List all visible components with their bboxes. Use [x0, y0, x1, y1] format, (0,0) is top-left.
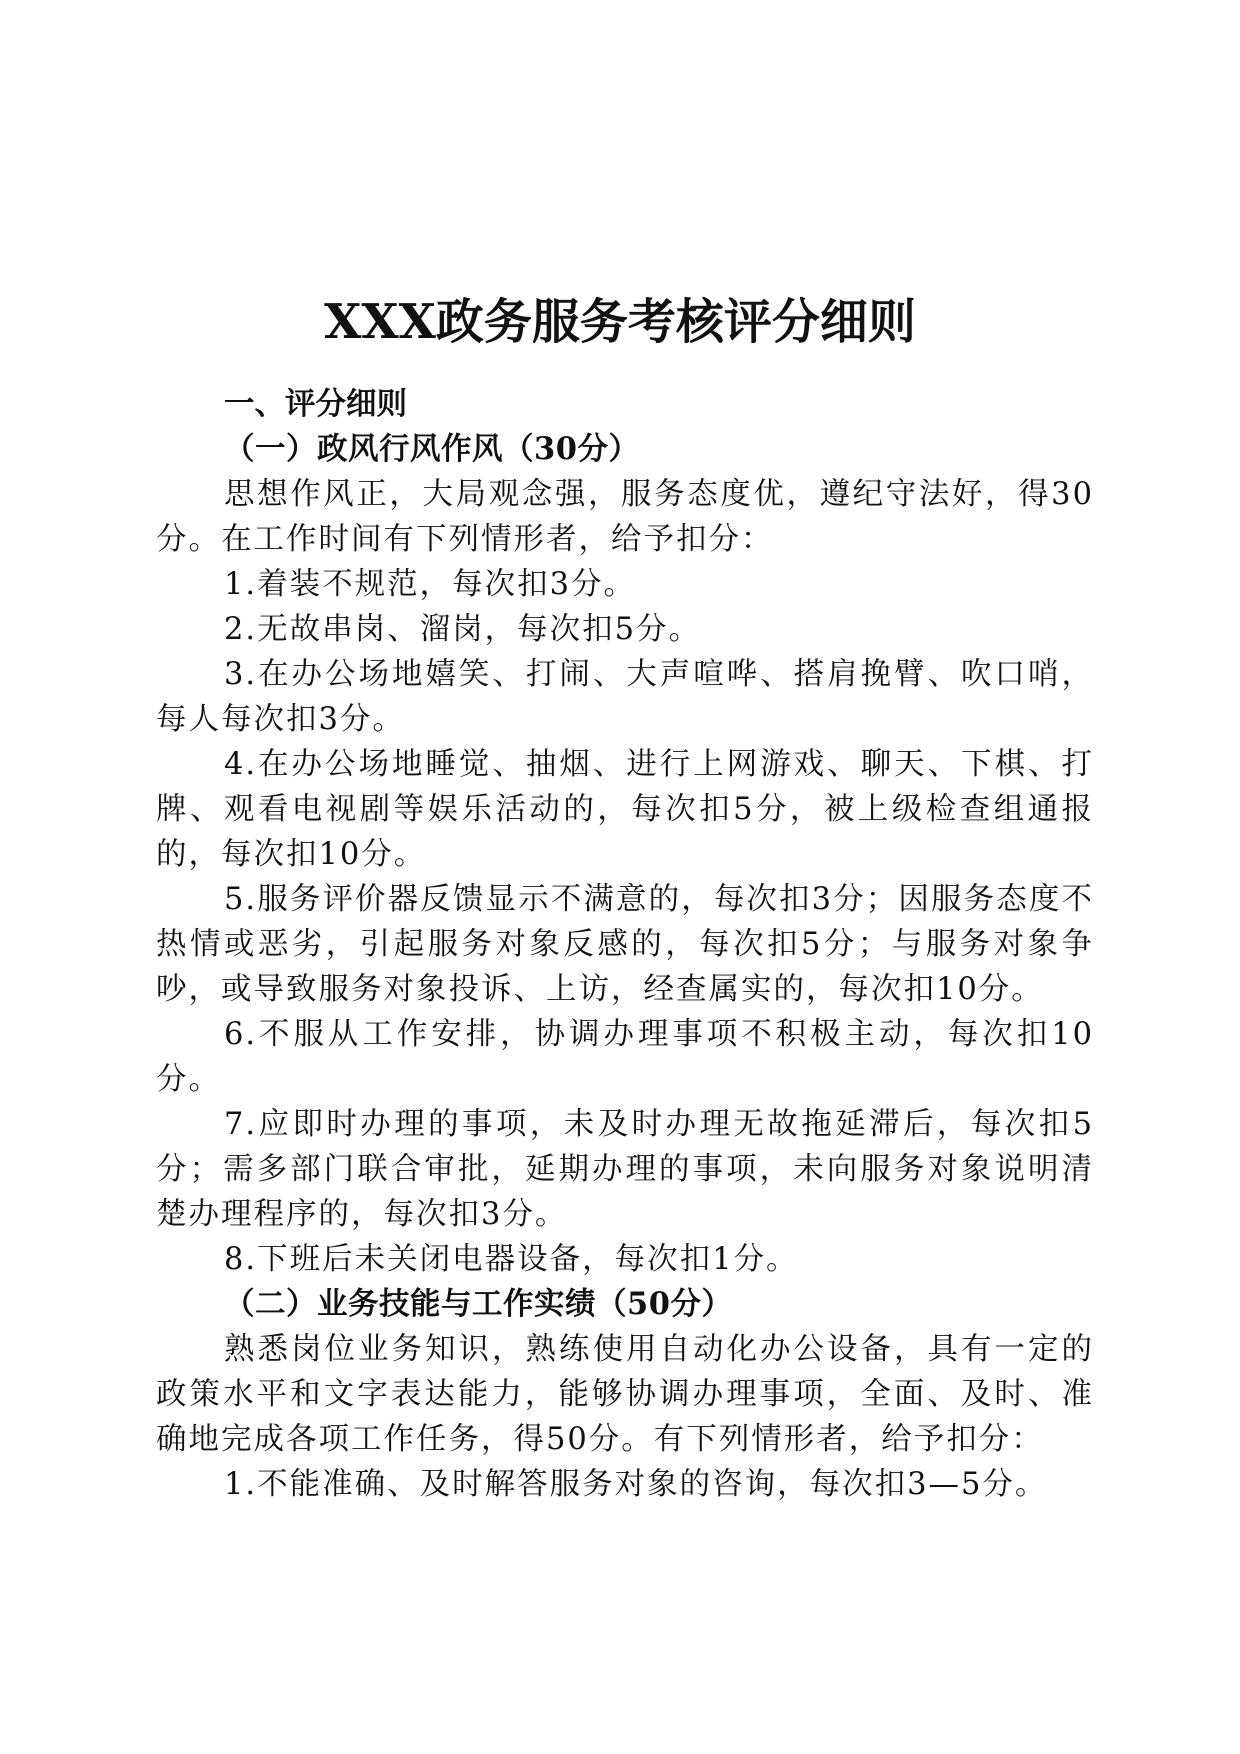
subsection-1-item-3: 3.在办公场地嬉笑、打闹、大声喧哗、搭肩挽臂、吹口哨，每人每次扣3分。	[156, 657, 1094, 737]
subsection-2-heading: （二）业务技能与工作实绩（50分）	[224, 1286, 733, 1322]
subsection-2-item-1: 1.不能准确、及时解答服务对象的咨询，每次扣3—5分。	[224, 1467, 1048, 1502]
subsection-1-item-5: 5.服务评价器反馈显示不满意的，每次扣3分；因服务态度不热情或恶劣，引起服务对象反感的，每次扣5分；与服务对象争吵，或导致服务对象投诉、上访，经查属实的，每次扣10分。	[156, 882, 1094, 1007]
document-title: XXX政务服务考核评分细则	[324, 294, 916, 351]
subsection-1-item-7: 7.应即时办理的事项，未及时办理无故拖延滞后，每次扣5分；需多部门联合审批，延期办理的事项，未向服务对象说明清楚办理程序的，每次扣3分。	[156, 1107, 1094, 1232]
subsection-1-intro: 思想作风正，大局观念强，服务态度优，遵纪守法好，得30分。在工作时间有下列情形者，给予扣分：	[156, 477, 1094, 557]
section-heading: 一、评分细则	[224, 386, 407, 422]
subsection-2-intro: 熟悉岗位业务知识，熟练使用自动化办公设备，具有一定的政策水平和文字表达能力，能够协调办理事项，全面、及时、准确地完成各项工作任务，得50分。有下列情形者，给予扣分：	[156, 1332, 1094, 1457]
subsection-1-item-2: 2.无故串岗、溜岗，每次扣5分。	[224, 612, 702, 647]
subsection-1-item-6: 6.不服从工作安排，协调办理事项不积极主动，每次扣10分。	[156, 1017, 1094, 1097]
subsection-1-heading: （一）政风行风作风（30分）	[224, 431, 640, 467]
subsection-1-item-8: 8.下班后未关闭电器设备，每次扣1分。	[224, 1242, 799, 1277]
subsection-1-item-1: 1.着装不规范，每次扣3分。	[224, 567, 637, 602]
subsection-1-item-4: 4.在办公场地睡觉、抽烟、进行上网游戏、聊天、下棋、打牌、观看电视剧等娱乐活动的，每次扣5分，被上级检查组通报的，每次扣10分。	[156, 747, 1094, 872]
document-body	[156, 382, 1094, 1507]
